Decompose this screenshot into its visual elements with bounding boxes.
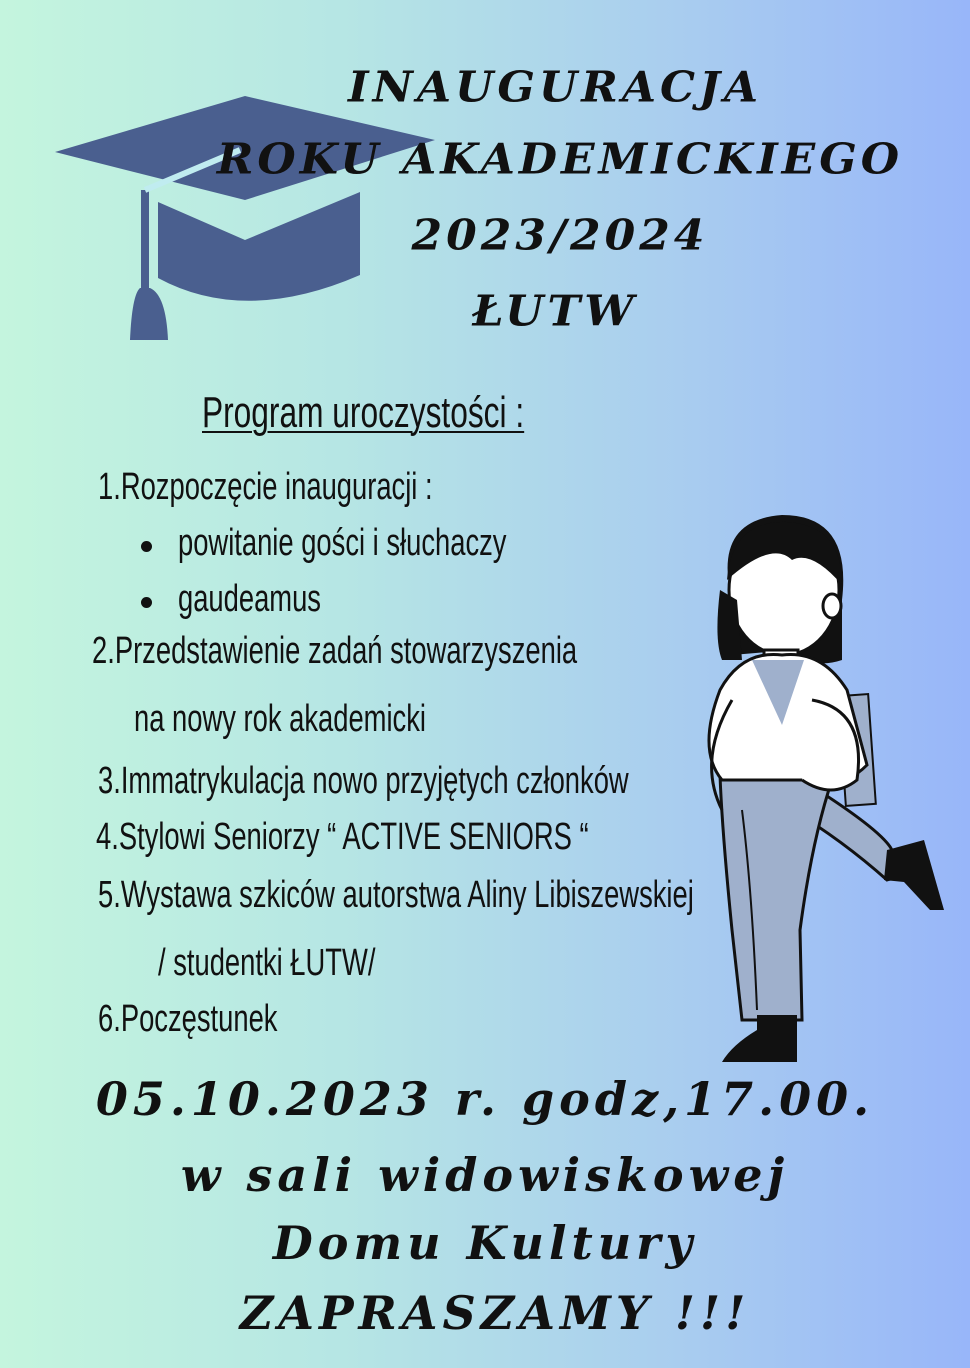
- title-line-1: INAUGURACJA: [348, 63, 762, 112]
- title-line-2: ROKU AKADEMICKIEGO: [216, 135, 904, 184]
- program-subitem-1: powitanie gości i słuchaczy: [178, 522, 507, 564]
- program-item-6: 6.Poczęstunek: [98, 998, 278, 1040]
- program-title: Program uroczystości :: [202, 388, 525, 437]
- student-illustration: [692, 510, 952, 1070]
- program-item-2-cont: na nowy rok akademicki: [134, 698, 426, 740]
- program-item-5: 5.Wystawa szkiców autorstwa Aliny Libiszewskiej: [98, 874, 694, 916]
- program-subitem-2: gaudeamus: [178, 578, 321, 620]
- program-item-3: 3.Immatrykulacja nowo przyjętych członków: [98, 760, 629, 802]
- event-place-1: w sali widowiskowej: [180, 1148, 790, 1202]
- program-item-1: 1.Rozpoczęcie inauguracji :: [98, 466, 433, 508]
- event-date: 05.10.2023 r. godz,17.00.: [95, 1072, 875, 1126]
- program-item-4: 4.Stylowi Seniorzy “ ACTIVE SENIORS “: [96, 816, 589, 858]
- title-line-4: ŁUTW: [472, 287, 638, 336]
- title-line-3: 2023/2024: [411, 211, 709, 260]
- program-item-2: 2.Przedstawienie zadań stowarzyszenia: [92, 630, 578, 672]
- bullet-icon: [141, 597, 152, 608]
- bullet-icon: [141, 541, 152, 552]
- event-place-2: Domu Kultury: [272, 1216, 698, 1270]
- program-item-5-cont: / studentki ŁUTW/: [158, 942, 376, 984]
- invitation: ZAPRASZAMY !!!: [239, 1286, 751, 1340]
